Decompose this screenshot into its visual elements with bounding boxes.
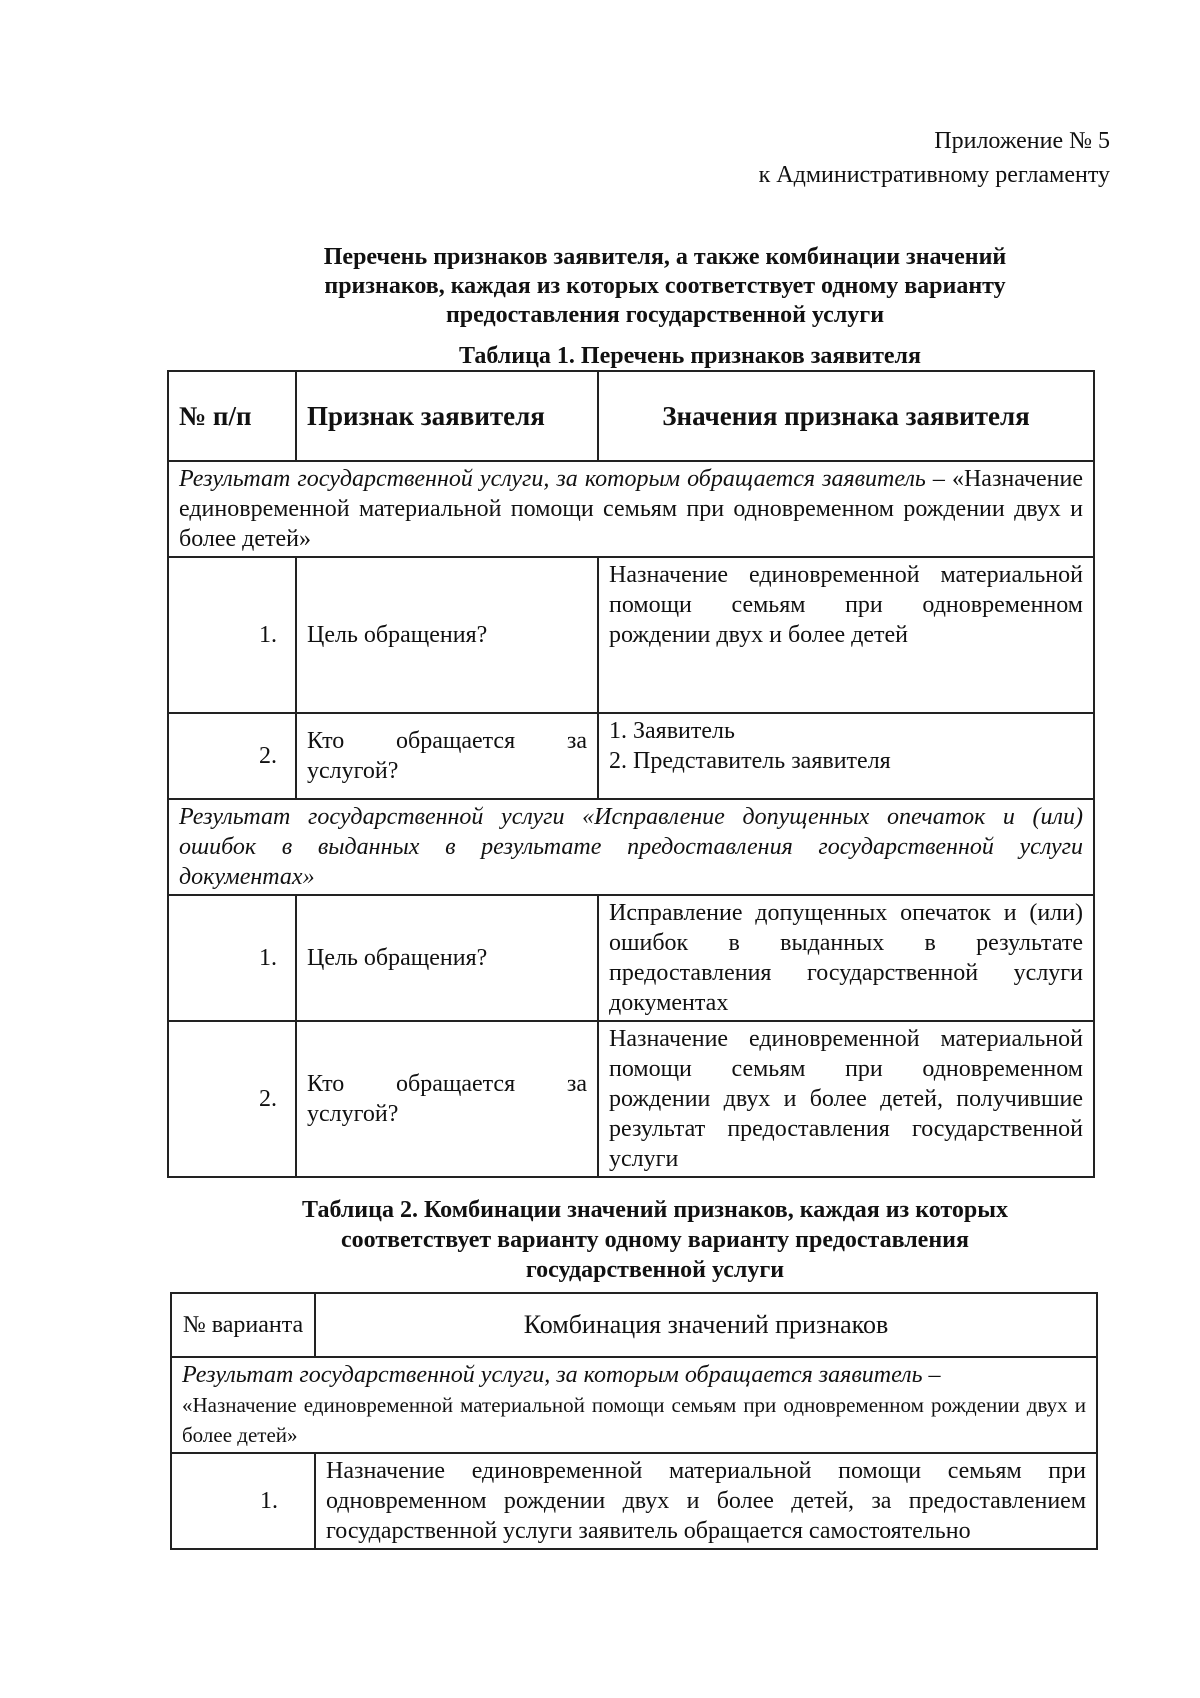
appendix-number: Приложение № 5 — [934, 128, 1110, 154]
value-option: 1. Заявитель — [609, 718, 735, 744]
row-number: 2. — [168, 713, 296, 799]
section-result: Результат государственной услуги «Исправление допущенных опечаток и (или) ошибок в выданных в результате предоставления государственной услуги документах» — [168, 799, 1094, 895]
table-row — [168, 557, 1094, 713]
table-header-row — [171, 1293, 1097, 1357]
row-combination: Назначение единовременной материальной помощи семьям при одновременном рождении двух и более детей, за предоставлением государственной услуги заявитель обращается самостоятельно — [315, 1453, 1097, 1549]
document-title-line: Перечень признаков заявителя, а также комбинации значений — [323, 244, 1007, 270]
appendix-regulation: к Административному регламенту — [758, 162, 1110, 188]
section-result-row — [168, 461, 1094, 557]
table-row — [168, 713, 1094, 799]
section-result-row — [171, 1357, 1097, 1453]
row-feature: Цель обращения? — [296, 895, 598, 1021]
section-result-label: Результат государственной услуги, за которым обращается заявитель – — [182, 1362, 941, 1388]
section-result — [168, 461, 1094, 557]
row-number: 1. — [168, 557, 296, 713]
section-result-row — [168, 799, 1094, 895]
header-feature: Признак заявителя — [296, 371, 598, 461]
table1-caption: Таблица 1. Перечень признаков заявителя — [458, 343, 922, 369]
table-header-row — [168, 371, 1094, 461]
header-number: № п/п — [168, 371, 296, 461]
table-row — [168, 895, 1094, 1021]
row-value: Назначение единовременной материальной помощи семьям при одновременном рождении двух и более детей, получившие результат предоставления государственной услуги — [598, 1021, 1094, 1177]
document-title-line: признаков, каждая из которых соответствует одному варианту — [324, 273, 1006, 299]
feature-combinations-table — [170, 1292, 1098, 1550]
header-combination: Комбинация значений признаков — [315, 1293, 1097, 1357]
row-value: Исправление допущенных опечаток и (или) ошибок в выданных в результате предоставления государственной услуги документах — [598, 895, 1094, 1021]
table2-caption-line: соответствует варианту одному варианту предоставления — [341, 1227, 969, 1253]
document-title-line: предоставления государственной услуги — [445, 302, 885, 328]
table-row — [168, 1021, 1094, 1177]
applicant-features-table — [167, 370, 1095, 1178]
row-value — [598, 713, 1094, 799]
value-option: 2. Представитель заявителя — [609, 748, 891, 774]
row-number: 1. — [171, 1453, 315, 1549]
section-result-label: Результат государственной услуги, за которым обращается заявитель – — [179, 466, 945, 492]
row-number: 1. — [168, 895, 296, 1021]
table2-caption — [160, 1195, 1150, 1285]
document-title — [250, 243, 1080, 330]
row-feature: Кто обращается за услугой? — [296, 713, 598, 799]
row-number: 2. — [168, 1021, 296, 1177]
section-result — [171, 1357, 1097, 1453]
table-row — [171, 1453, 1097, 1549]
row-feature: Цель обращения? — [296, 557, 598, 713]
section-result-name: «Назначение единовременной материальной помощи семьям при одновременном рождении двух и более детей» — [179, 466, 1084, 552]
section-result-name: «Назначение единовременной материальной помощи семьям при одновременном рождении двух и более детей» — [182, 1393, 1086, 1447]
header-feature-values: Значения признака заявителя — [598, 371, 1094, 461]
row-feature: Кто обращается за услугой? — [296, 1021, 598, 1177]
row-value: Назначение единовременной материальной помощи семьям при одновременном рождении двух и более детей — [598, 557, 1094, 713]
header-variant-number: № варианта — [171, 1293, 315, 1357]
table2-caption-line: государственной услуги — [525, 1257, 785, 1283]
table2-caption-line: Таблица 2. Комбинации значений признаков, каждая из которых — [302, 1197, 1008, 1223]
appendix-reference — [759, 124, 1110, 192]
